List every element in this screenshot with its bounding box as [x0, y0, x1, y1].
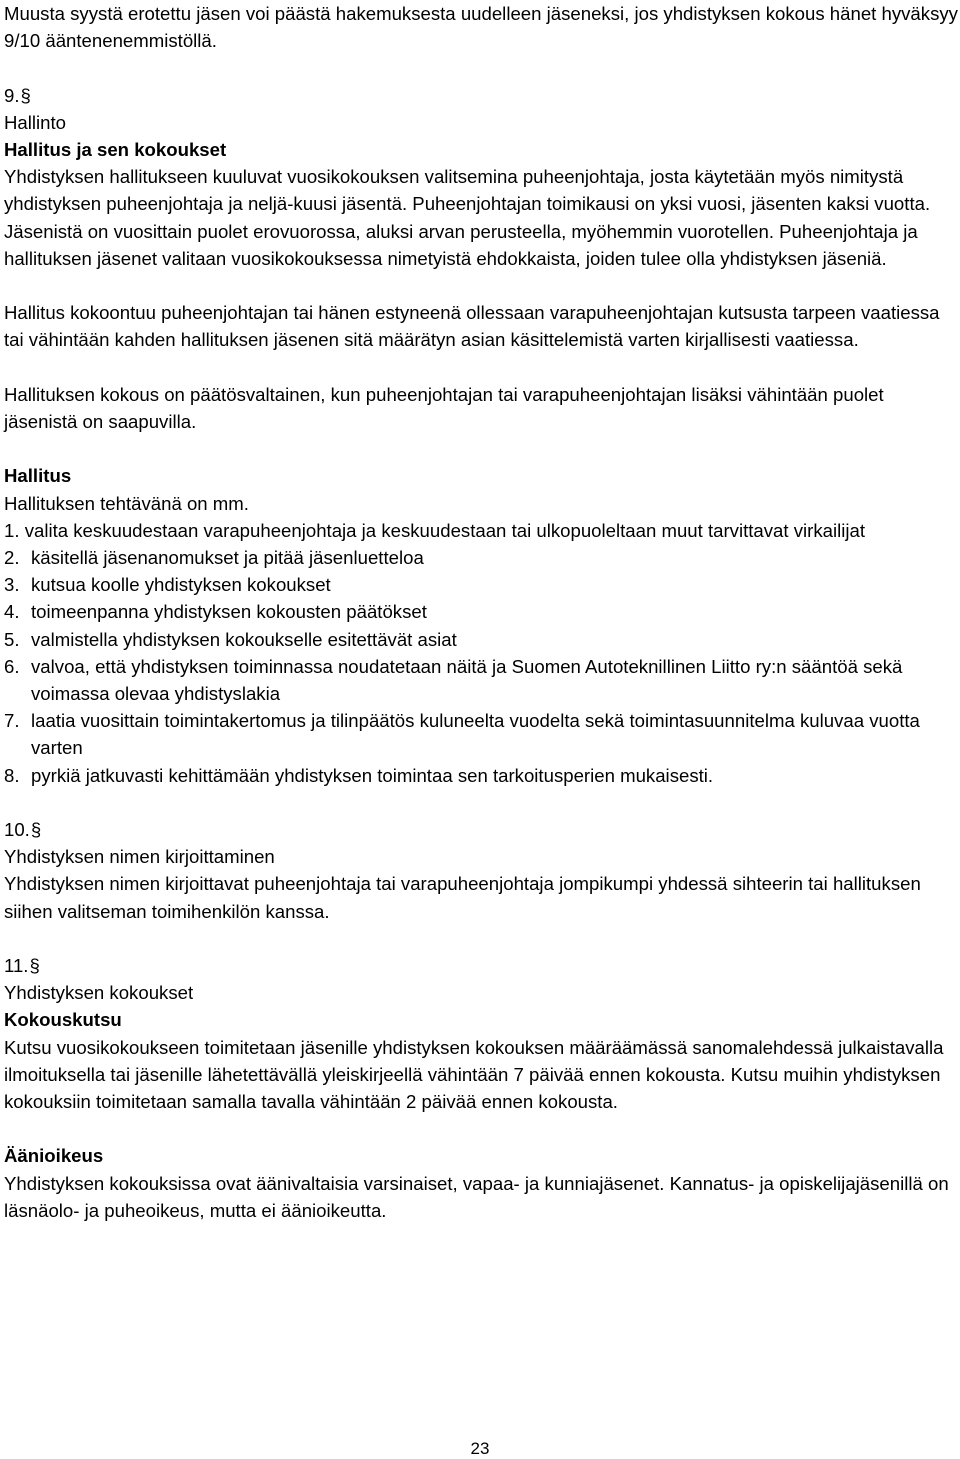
list-item-text: toimeenpanna yhdistyksen kokousten päätökset — [31, 601, 427, 623]
section-symbol: § — [20, 84, 31, 106]
list-item — [4, 762, 958, 789]
spacer — [4, 925, 958, 952]
spacer — [4, 789, 958, 816]
list-item — [4, 626, 958, 653]
section-10-paragraph: Yhdistyksen nimen kirjoittavat puheenjohtaja tai varapuheenjohtaja jompikumpi yhdessä sihteerin tai hallituksen siihen valitseman toimihenkilön kanssa. — [4, 873, 921, 922]
spacer — [4, 54, 958, 81]
spacer — [4, 1115, 958, 1142]
section-9-paragraph-3: Hallituksen kokous on päätösvaltainen, kun puheenjohtajan tai varapuheenjohtajan lisäksi vähintään puolet jäsenistä on saapuvilla. — [4, 383, 884, 432]
list-item-text: valita keskuudestaan varapuheenjohtaja ja keskuudestaan tai ulkopuoleltaan muut tarvittavat virkailijat — [24, 519, 866, 541]
list-item — [4, 707, 958, 761]
document-body — [4, 0, 958, 1224]
spacer — [4, 435, 958, 462]
section-number: 10. — [4, 819, 30, 841]
list-item — [4, 598, 958, 625]
spacer — [4, 354, 958, 381]
duties-intro: Hallituksen tehtävänä on mm. — [4, 492, 249, 514]
list-item-text: käsitellä jäsenanomukset ja pitää jäsenluetteloa — [31, 547, 424, 568]
list-item-number: 6. — [4, 655, 20, 677]
section-11-number — [4, 952, 958, 979]
list-item-number: 3. — [4, 574, 20, 596]
section-symbol: § — [29, 955, 40, 977]
section-11-paragraph-2: Yhdistyksen kokouksissa ovat äänivaltaisia varsinaiset, vapaa- ja kunniajäsenet. Kannatus- ja opiskelijajäsenillä on läsnäolo- ja puheoikeus, mutta ei äänioikeutta. — [4, 1172, 949, 1221]
section-9-paragraph-2: Hallitus kokoontuu puheenjohtajan tai hänen estyneenä ollessaan varapuheenjohtajan kutsusta tarpeen vaatiessa tai vähintään kahden hallituksen jäsenen sitä määrätyn asian käsittelemistä varten kirjallisesti vaatiessa. — [4, 302, 940, 351]
list-item — [4, 571, 958, 598]
section-11 — [4, 952, 958, 1224]
list-item-text: kutsua koolle yhdistyksen kokoukset — [31, 574, 331, 596]
section-9-number — [4, 82, 958, 109]
list-item-number: 2. — [4, 547, 20, 568]
intro-paragraph: Muusta syystä erotettu jäsen voi päästä hakemuksesta uudelleen jäseneksi, jos yhdistyksen kokous hänet hyväksyy 9/10 ääntenenemmistöllä. — [4, 3, 958, 52]
section-10-number — [4, 816, 958, 843]
list-item-text: valmistella yhdistyksen kokoukselle esitettävät asiat — [31, 628, 457, 650]
section-11-heading-2: Äänioikeus — [4, 1145, 104, 1167]
section-11-heading-1: Kokouskutsu — [4, 1009, 122, 1031]
list-item — [4, 544, 958, 571]
list-item-text: laatia vuosittain toimintakertomus ja tilinpäätös kuluneelta vuodelta sekä toimintasuunnitelma kuluvaa vuotta varten — [31, 710, 920, 759]
duties-list — [4, 517, 958, 789]
list-item-number: 5. — [4, 628, 20, 650]
duties-heading: Hallitus — [4, 465, 72, 487]
list-item-number: 8. — [4, 764, 20, 786]
spacer — [4, 272, 958, 299]
page-number: 23 — [470, 1439, 490, 1458]
list-item-text: pyrkiä jatkuvasti kehittämään yhdistyksen toimintaa sen tarkoitusperien mukaisesti. — [31, 764, 714, 786]
section-9 — [4, 82, 958, 789]
section-9-heading: Hallitus ja sen kokoukset — [4, 139, 227, 160]
section-9-title: Hallinto — [4, 111, 67, 133]
list-item-number: 1. — [4, 519, 20, 541]
section-11-paragraph-1: Kutsu vuosikokoukseen toimitetaan jäsenille yhdistyksen kokouksen määräämässä sanomalehdessä julkaistavalla ilmoituksella tai jäsenille lähetettävällä yleiskirjeellä vähintään 7 päivää ennen kokousta. Kutsu muihin yhdistyksen kokouksiin toimitetaan samalla tavalla vähintään 2 päivää ennen kokousta. — [4, 1036, 944, 1113]
list-item-number: 7. — [4, 710, 20, 732]
list-item-number: 4. — [4, 601, 20, 623]
section-number: 11. — [4, 955, 29, 977]
list-item — [4, 517, 958, 544]
list-item-text: valvoa, että yhdistyksen toiminnassa noudatetaan näitä ja Suomen Autoteknillinen Liitto ry:n sääntöä sekä voimassa olevaa yhdistyslakia — [31, 655, 903, 705]
section-9-paragraph-1: Yhdistyksen hallitukseen kuuluvat vuosikokouksen valitsemina puheenjohtaja, josta käytetään myös nimitystä yhdistyksen puheenjohtaja ja neljä-kuusi jäsentä. Puheenjohtajan toimikausi on yksi vuosi, jäsenten kaksi vuotta. Jäsenistä on vuosittain puolet erovuorossa, aluksi arvan perusteella, myöhemmin vuorotellen. Puheenjohtaja ja hallituksen jäsenet valitaan vuosikokouksessa nimetyistä ehdokkaista, joiden tulee olla yhdistyksen jäseniä. — [4, 166, 931, 269]
section-symbol: § — [30, 819, 42, 841]
section-10-title: Yhdistyksen nimen kirjoittaminen — [4, 846, 275, 868]
section-10 — [4, 816, 958, 925]
list-item — [4, 653, 958, 707]
section-number: 9. — [4, 84, 20, 106]
section-11-title: Yhdistyksen kokoukset — [4, 982, 194, 1004]
